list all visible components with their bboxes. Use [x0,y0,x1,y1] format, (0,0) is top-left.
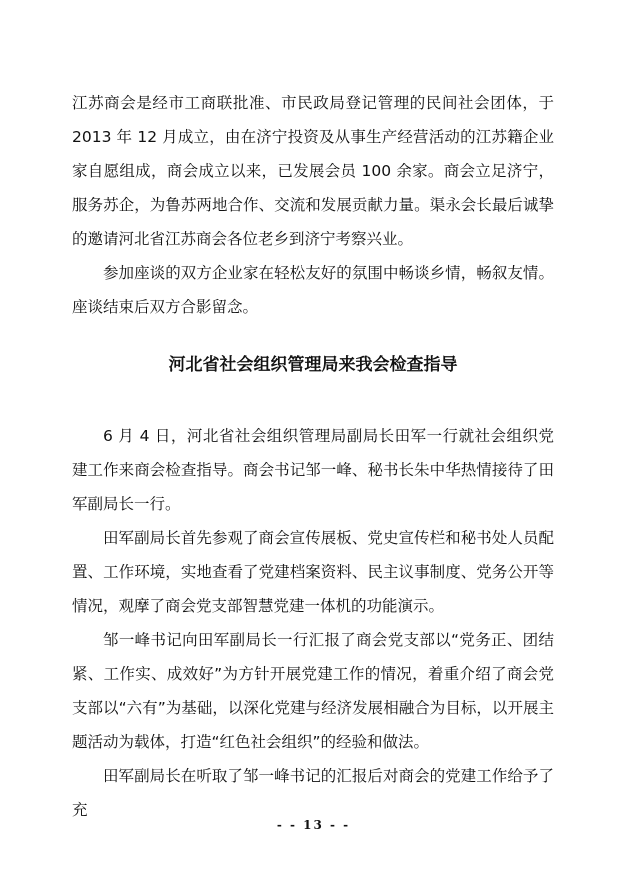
page-number: - - 13 - - [276,818,351,832]
paragraph-inspection-visit: 6 月 4 日，河北省社会组织管理局副局长田军一行就社会组织党建工作来商会检查指导。商会书记邹一峰、秘书长朱中华热情接待了田军副局长一行。 [72,427,554,513]
paragraph-report: 邹一峰书记向田军副局长一行汇报了商会党支部以“党务正、团结紧、工作实、成效好”为方针开展党建工作的情况，着重介绍了商会党支部以“六有”为基础，以深化党建与经济发展相融合为目标，以开展主题活动为载体，打造“红色社会组织”的经验和做法。 [72,631,554,751]
section-heading: 河北省社会组织管理局来我会检查指导 [168,355,458,375]
paragraph-tour: 田军副局长首先参观了商会宣传展板、党史宣传栏和秘书处人员配置、工作环境，实地查看了党建档案资料、民主议事制度、党务公开等情况，观摩了商会党支部智慧党建一体机的功能演示。 [72,529,554,615]
paragraph-chamber-intro: 江苏商会是经市工商联批准、市民政局登记管理的民间社会团体，于 2013 年 12 月成立，由在济宁投资及从事生产经营活动的江苏籍企业家自愿组成，商会成立以来，已发展会员 100 余家。商会立足济宁，服务苏企，为鲁苏两地合作、交流和发展贡献力量。渠永会长最后诚挚的邀请河北省江苏商会各位老乡到济宁考察兴业。 [72,94,554,248]
paragraph-symposium: 参加座谈的双方企业家在轻松友好的氛围中畅谈乡情，畅叙友情。座谈结束后双方合影留念。 [72,264,554,316]
paragraph-feedback: 田军副局长在听取了邹一峰书记的汇报后对商会的党建工作给予了充 [72,767,554,819]
